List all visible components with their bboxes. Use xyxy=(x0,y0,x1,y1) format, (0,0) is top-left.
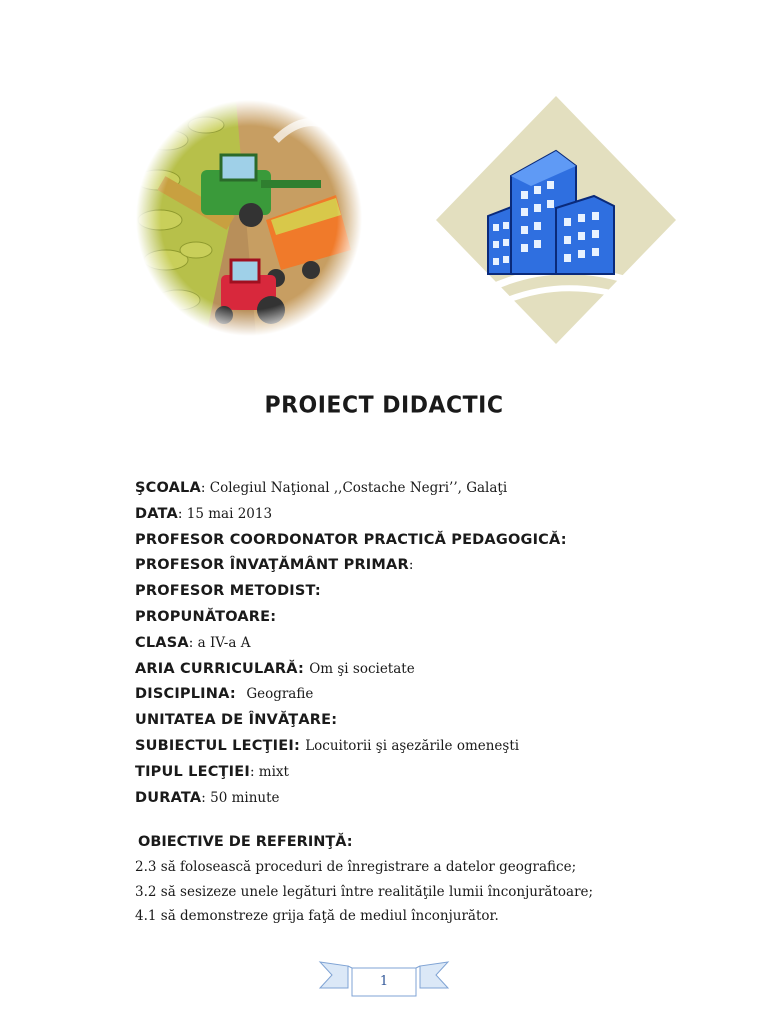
field-separator: : xyxy=(177,505,187,522)
field-separator: : xyxy=(297,660,310,677)
field-separator: : xyxy=(249,763,259,780)
field-label: DURATA xyxy=(135,789,202,806)
field-value: Om şi societate xyxy=(309,660,415,677)
field-row xyxy=(135,502,695,528)
field-value: 15 mai 2013 xyxy=(186,505,273,522)
field-separator: : xyxy=(270,608,277,625)
field-separator: : xyxy=(293,737,306,754)
field-label: DISCIPLINA xyxy=(135,686,230,703)
field-label: ARIA CURRICULARĂ xyxy=(135,660,298,677)
objective-item: 2.3 să folosească proceduri de înregistrare a datelor geografice; xyxy=(135,859,577,875)
objective-item: 4.1 să demonstreze grija faţă de mediul înconjurător. xyxy=(135,908,499,924)
field-row xyxy=(135,657,695,683)
field-separator: : xyxy=(200,480,210,496)
field-row xyxy=(135,553,695,579)
field-row xyxy=(135,734,695,760)
field-value: Geografie xyxy=(246,686,314,703)
document-title: PROIECT DIDACTIC xyxy=(264,392,504,419)
objectives-heading: OBIECTIVE DE REFERINŢĂ: xyxy=(138,834,353,850)
field-separator: : xyxy=(408,557,414,574)
field-separator: : xyxy=(331,712,338,729)
field-value: mixt xyxy=(258,763,289,780)
objectives-section xyxy=(135,830,735,929)
field-label: ŞCOALA xyxy=(135,480,201,496)
field-row xyxy=(135,605,695,631)
field-label: DATA xyxy=(135,505,178,522)
field-row xyxy=(135,528,695,554)
harvester-tractor-icon xyxy=(136,100,362,336)
field-row xyxy=(135,786,695,812)
field-label: PROPUNĂTOARE xyxy=(135,608,271,625)
field-label: PROFESOR METODIST xyxy=(135,583,315,600)
field-separator: : xyxy=(560,531,567,548)
field-label: CLASA xyxy=(135,634,189,651)
field-separator: : xyxy=(314,583,321,600)
field-value: Locuitorii şi aşezările omeneşti xyxy=(305,737,520,754)
field-row xyxy=(135,579,695,605)
field-label: SUBIECTUL LECŢIEI xyxy=(135,737,294,754)
office-buildings-icon xyxy=(436,96,676,344)
field-label: PROFESOR COORDONATOR PRACTICĂ PEDAGOGICĂ xyxy=(135,531,561,548)
field-row xyxy=(135,760,695,786)
field-row xyxy=(135,631,695,657)
field-separator: : xyxy=(229,686,247,703)
field-separator: : xyxy=(201,789,211,806)
field-value: 50 minute xyxy=(210,789,280,806)
page-number: 1 xyxy=(379,974,389,989)
field-value: Colegiul Naţional ,,Costache Negri’’, Galaţi xyxy=(209,480,508,496)
field-separator: : xyxy=(188,634,198,651)
lesson-details xyxy=(135,476,695,811)
objective-item: 3.2 să sesizeze unele legături între realităţile lumii înconjurătoare; xyxy=(135,883,594,900)
field-row xyxy=(135,708,695,734)
field-label: PROFESOR ÎNVAŢĂMÂNT PRIMAR xyxy=(135,557,409,574)
field-row xyxy=(135,476,695,502)
field-label: UNITATEA DE ÎNVĂŢARE xyxy=(135,712,332,729)
field-row xyxy=(135,682,695,708)
field-value: a IV-a A xyxy=(197,634,251,651)
field-label: TIPUL LECŢIEI xyxy=(135,763,250,780)
